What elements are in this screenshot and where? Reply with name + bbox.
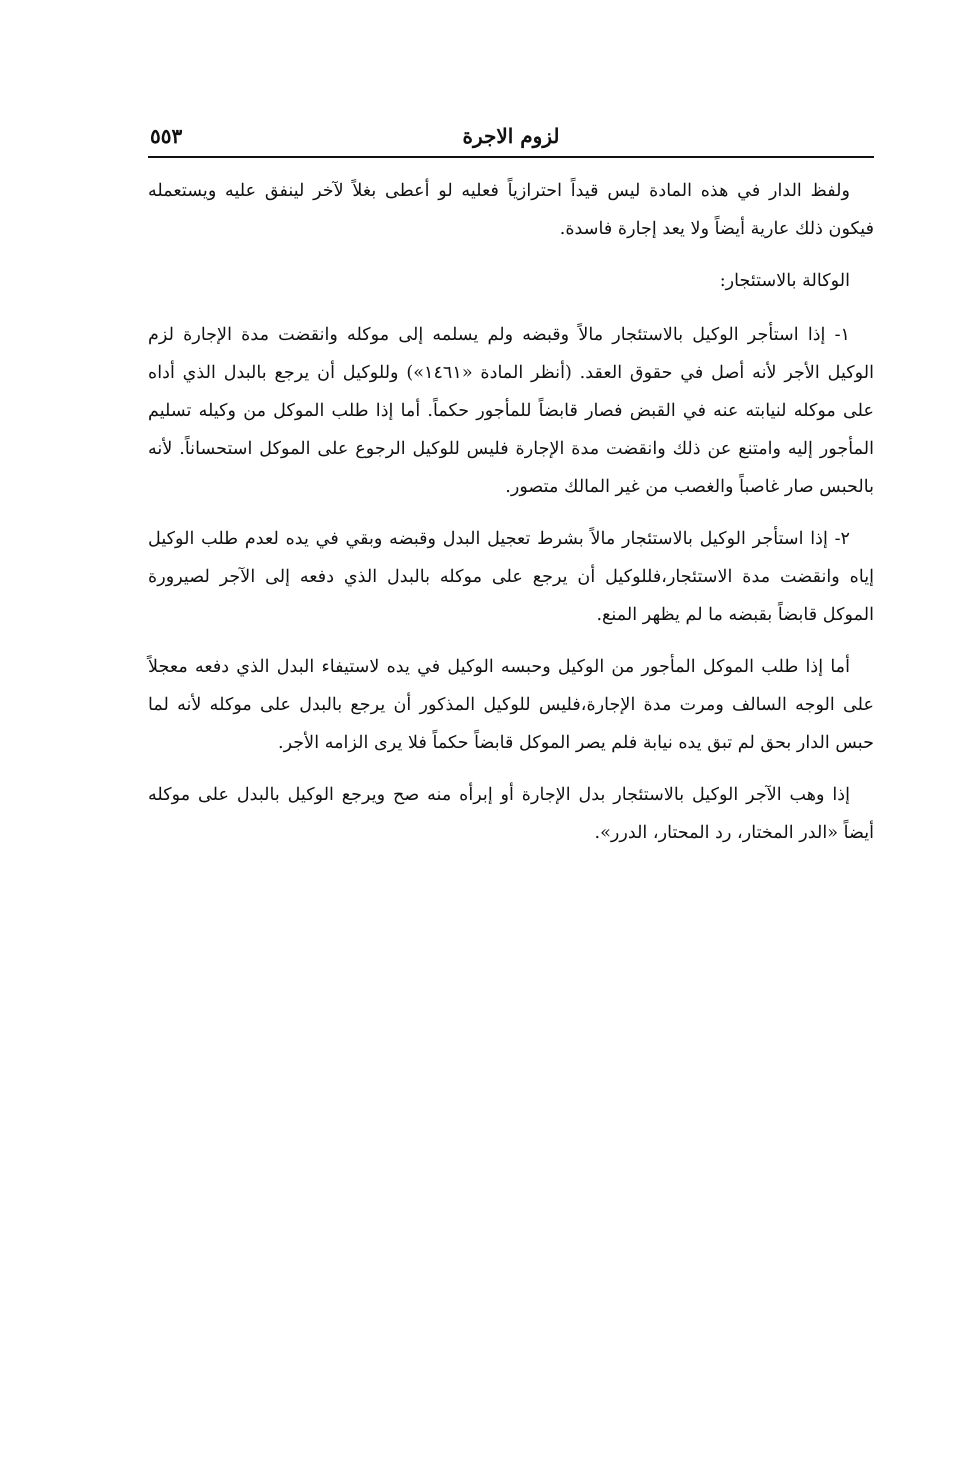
book-page	[148, 120, 874, 866]
paragraph-item-1: ١- إذا استأجر الوكيل بالاستئجار مالاً وقبضه ولم يسلمه إلى موكله وانقضت مدة الإجارة لزم الوكيل الأجر لأنه أصل في حقوق العقد. (أنظر المادة «١٤٦١») وللوكيل أن يرجع بالبدل الذي أداه على موكله لنيابته عنه في القبض فصار قابضاً للمأجور حكماً. أما إذا طلب الموكل من وكيله تسليم المأجور إليه وامتنع عن ذلك وانقضت مدة الإجارة فليس للوكيل الرجوع على الموكل استحساناً. لأنه بالحبس صار غاصباً والغصب من غير المالك متصور.	[148, 325, 874, 497]
section-heading-wakala: الوكالة بالاستئجار:	[719, 271, 850, 291]
paragraph-amma-itha: أما إذا طلب الموكل المأجور من الوكيل وحبسه الوكيل في يده لاستيفاء البدل الذي دفعه معجلاً على الوجه السالف ومرت مدة الإجارة،فليس للوكيل المذكور أن يرجع بالبدل على موكله لأنه لما حبس الدار بحق لم تبق يده نيابة فلم يصر الموكل قابضاً حكماً فلا يرى الزامه الأجر.	[148, 657, 874, 753]
paragraph-item-2: ٢- إذا استأجر الوكيل بالاستئجار مالاً بشرط تعجيل البدل وقبضه وبقي في يده لعدم طلب الوكيل إياه وانقضت مدة الاستئجار،فللوكيل أن يرجع على موكله بالبدل الذي دفعه إلى الآجر لصيرورة الموكل قابضاً بقبضه ما لم يظهر المنع.	[148, 529, 874, 625]
paragraph-lafz-al-dar: ولفظ الدار في هذه المادة ليس قيداً احترازياً فعليه لو أعطى بغلاً لآخر لينفق عليه ويستعمله فيكون ذلك عارية أيضاً ولا يعد إجارة فاسدة.	[148, 181, 874, 239]
page-number: ٥٥٣	[150, 124, 183, 148]
running-head-title: لزوم الاجرة	[462, 124, 560, 148]
page-body	[148, 172, 874, 852]
running-header	[148, 120, 874, 156]
paragraph-hiba: إذا وهب الآجر الوكيل بالاستئجار بدل الإجارة أو إبرأه منه صح ويرجع الوكيل بالبدل على موكله أيضاً «الدر المختار، رد المحتار، الدرر».	[148, 785, 874, 843]
header-rule	[148, 156, 874, 158]
